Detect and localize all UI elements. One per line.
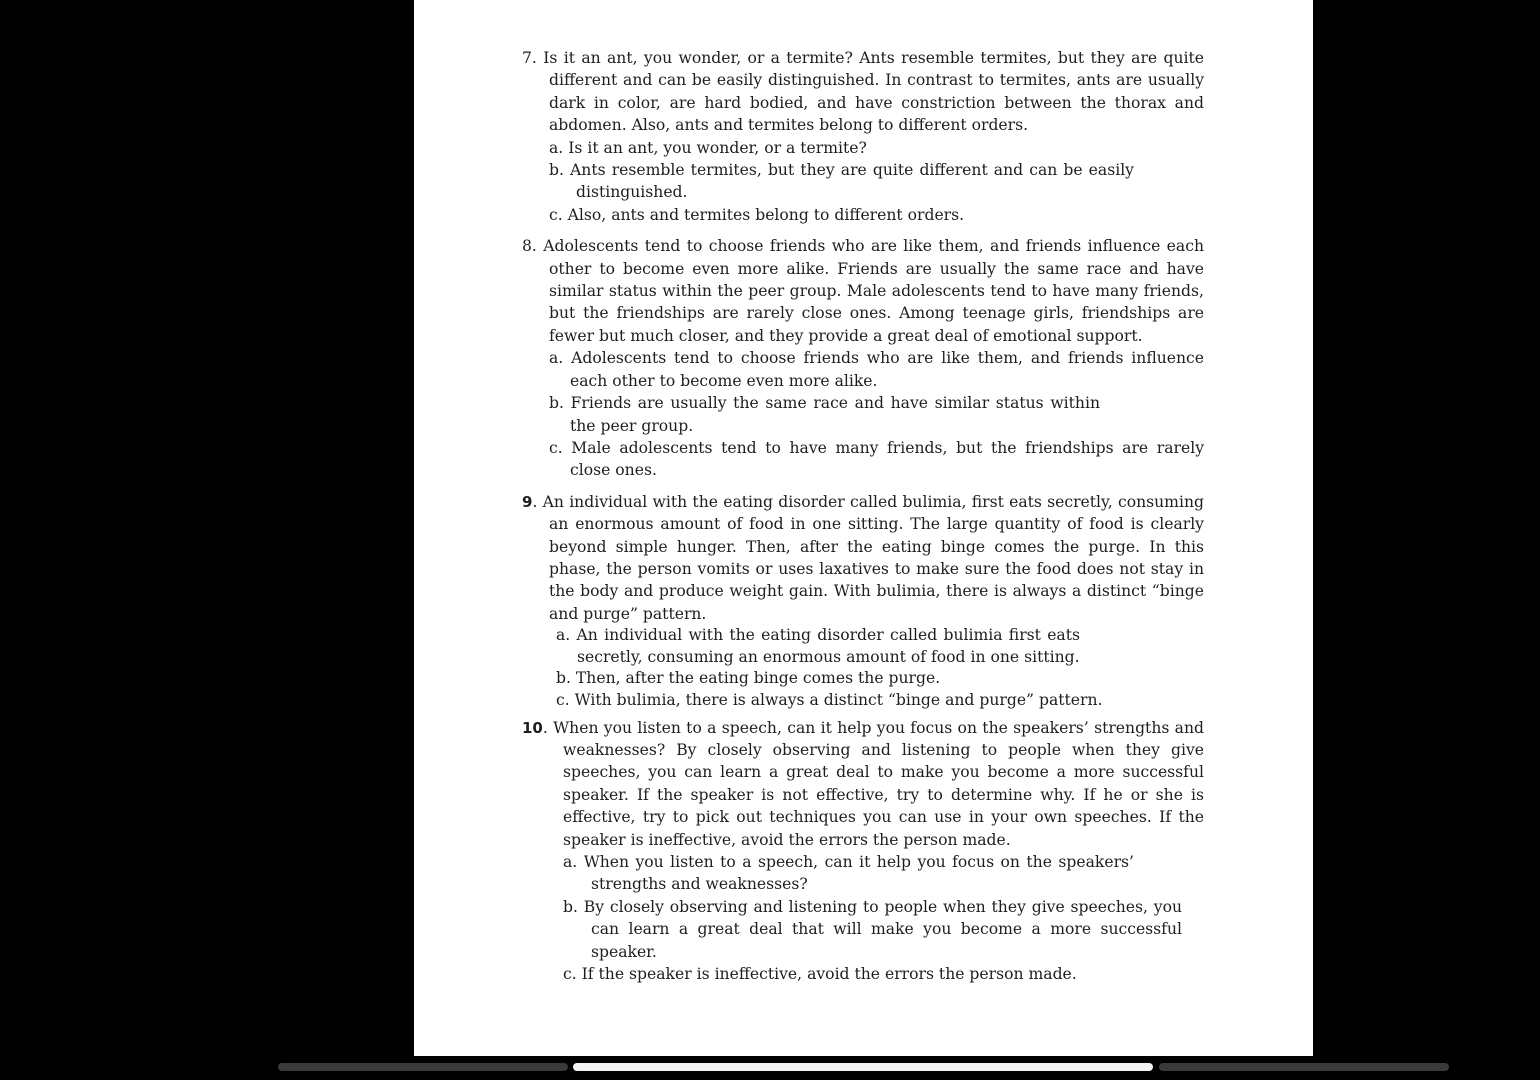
passage-text: . When you listen to a speech, can it help you focus on the speakers’ strengths and weaknesses? By closely observing and listening to people when they give speeches, you can learn a great deal to make you become a more successful speaker. If the speaker is not effective, try to determine why. If he or she is effective, try to pick out techniques you can use in your own speeches. If the speaker is ineffective, avoid the errors the person made. bbox=[542, 718, 1204, 849]
passage bbox=[522, 235, 1204, 347]
option-a: a. An individual with the eating disorder called bulimia first eats secretly, consuming an enormous amount of food in one sitting. bbox=[556, 626, 1080, 666]
item-number: 10 bbox=[522, 718, 543, 737]
exercise-item-7 bbox=[522, 47, 1204, 226]
exercise-item-9 bbox=[522, 491, 1204, 712]
passage-text: Adolescents tend to choose friends who are like them, and friends influence each other to become even more alike. Friends are usually the same race and have similar status within the peer group. Male adolescents tend to have many friends, but the friendships are rarely close ones. Among teenage girls, friendships are fewer but much closer, and they provide a great deal of emotional support. bbox=[543, 237, 1204, 345]
exercise-list bbox=[522, 47, 1204, 985]
previous-page-indicator[interactable] bbox=[278, 1063, 568, 1071]
option-b: b. Then, after the eating binge comes the purge. bbox=[556, 669, 941, 688]
passage-text: . An individual with the eating disorder called bulimia, first eats secretly, consuming an enormous amount of food in one sitting. The large quantity of food is clearly beyond simple hunger. Then, after the eating binge comes the purge. In this phase, the person vomits or uses laxatives to make sure the food does not stay in the body and produce weight gain. With bulimia, there is always a distinct “binge and purge” pattern. bbox=[532, 492, 1204, 623]
item-number: 9 bbox=[522, 492, 533, 511]
option-b: b. Ants resemble termites, but they are quite different and can be easily distinguished. bbox=[549, 161, 1134, 202]
exercise-item-8 bbox=[522, 235, 1204, 481]
option-c: c. Also, ants and termites belong to different orders. bbox=[549, 205, 965, 224]
option-a: a. When you listen to a speech, can it help you focus on the speakers’ strengths and weaknesses? bbox=[563, 852, 1134, 894]
passage bbox=[522, 47, 1204, 137]
current-page-indicator[interactable] bbox=[573, 1063, 1153, 1071]
option-c: c. Male adolescents tend to have many friends, but the friendships are rarely close ones. bbox=[549, 438, 1204, 480]
item-number: 8. bbox=[522, 237, 537, 256]
next-page-indicator[interactable] bbox=[1159, 1063, 1449, 1071]
exercise-item-10 bbox=[522, 717, 1204, 986]
option-b: b. Friends are usually the same race and have similar status within the peer group. bbox=[549, 394, 1100, 435]
passage bbox=[522, 717, 1204, 851]
passage-text: Is it an ant, you wonder, or a termite? Ants resemble termites, but they are quite different and can be easily distinguished. In contrast to termites, ants are usually dark in color, are hard bodied, and have constriction between the thorax and abdomen. Also, ants and termites belong to different orders. bbox=[543, 49, 1204, 135]
option-c: c. If the speaker is ineffective, avoid the errors the person made. bbox=[563, 965, 1077, 983]
option-a: a. Adolescents tend to choose friends who are like them, and friends influence each other to become even more alike. bbox=[549, 349, 1204, 390]
item-number: 7. bbox=[522, 49, 537, 67]
passage bbox=[522, 491, 1204, 625]
option-a: a. Is it an ant, you wonder, or a termite? bbox=[549, 138, 867, 157]
option-c: c. With bulimia, there is always a distinct “binge and purge” pattern. bbox=[556, 690, 1103, 709]
document-page bbox=[414, 0, 1313, 1056]
option-b: b. By closely observing and listening to people when they give speeches, you can learn a great deal that will make you become a more successful speaker. bbox=[563, 897, 1182, 961]
